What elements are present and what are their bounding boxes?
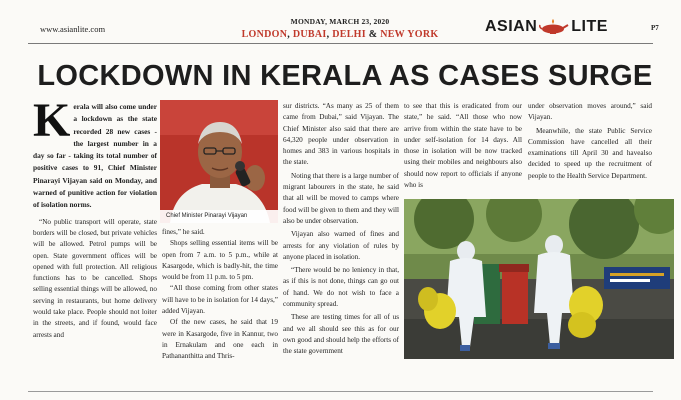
site-url[interactable]: www.asianlite.com [40, 24, 106, 34]
col3-paragraph-1: sur districts. “As many as 25 of them came from Dubai,” said Vijayan. The Chief Minister also said that there are 64,320 people under observation in homes and 383 in various hospitals in the state. [283, 102, 399, 167]
col1-paragraph: “No public transport will operate, state borders will be closed, but private vehicles will be allowed. Petrol pumps will be open. State government offices will be opened with full protection. All religious functions has to be cancelled. Shops selling essential things will be allowed, no serving in restaurants, but home delivery would take place. People should not loiter in the streets, and if found, would face arrests and [33, 217, 157, 339]
footer-rule [28, 391, 653, 392]
col5-paragraph-1: under observation moves around,” said Vijayan. [528, 102, 652, 122]
col3-paragraph-3: Vijayan also warned of fines and arrests for any violation of rules by anyone placed in isolation. [283, 230, 399, 261]
column-2 [162, 227, 278, 363]
col2-paragraph-2: Shops selling essential items will be open from 7 a.m. to 5 p.m., while at Kasargode, which is badly-hit, the time would be from 11 p.m. to 5 pm. [162, 239, 278, 282]
city-sep-3: & [365, 29, 381, 40]
city-sep-1: , [287, 29, 293, 40]
col5-paragraph-2: Meanwhile, the state Public Service Commission have cancelled all their examinations till April 30 and havealso decided to speed up the recruitment of people to the Health Service Department. [528, 126, 652, 180]
col2-paragraph-1: fines,” he said. [162, 228, 205, 236]
headline: LOCKDOWN IN KERALA AS CASES SURGE [37, 60, 653, 92]
logo-text-asian: ASIAN [485, 18, 538, 35]
col3-paragraph-2: Noting that there is a large number of migrant labourers in the state, he said that all will be moved to camps where food will be given to them and they will also be under observation. [283, 171, 399, 225]
column-1 [33, 94, 157, 341]
photo-caption: Chief Minister Pinarayi Vijayan [160, 210, 278, 223]
col4-paragraph: to see that this is eradicated from our state,” he said. “All those who now arrive from within the state have to be under self-isolation for 14 days. All those in isolation will be now tracked using their mobiles and neighbours also should now report to officials if anyone who is [404, 102, 522, 190]
lead-paragraph [33, 94, 157, 212]
lead-text: erala will also come under a lockdown as the state recorded 28 new cases - the largest number in a day so far - taking its total number of positive cases to 91, Chief Minister Pinarayi Vijayan said on Monday, and warned of punitive action for violation of isolation norms. [33, 102, 157, 210]
drop-cap: K [33, 94, 71, 147]
col3-paragraph-4: “There would be no leniency in that, as if this is not done, things can go out of hand. We do not wish to face a community spread. [283, 266, 399, 309]
column-5 [528, 101, 652, 182]
col3-paragraph-5: These are testing times for all of us and we all should see this as for our own good and should help the efforts of the state government [283, 313, 399, 356]
page-number: P7 [651, 24, 659, 32]
column-4 [404, 101, 522, 191]
city-delhi: DELHI [332, 29, 366, 40]
col2-paragraph-3: “All those coming from other states will have to be in isolation for 14 days,” added Vijayan. [162, 284, 278, 316]
header-rule [28, 43, 653, 44]
issue-date: MONDAY, MARCH 23, 2020 [290, 17, 390, 26]
lamp-icon [539, 19, 569, 35]
portrait-image [160, 100, 278, 223]
health-workers-photo [404, 199, 674, 359]
column-3 [283, 101, 399, 358]
city-dubai: DUBAI [292, 29, 327, 40]
asian-lite-logo [485, 16, 608, 38]
chief-minister-photo [160, 100, 278, 223]
ppe-workers-image [404, 199, 674, 359]
col2-paragraph-4: Of the new cases, he said that 19 were in Kasargode, five in Kannur, two in Ernakulam and one each in Pathananthitta and Thris- [162, 318, 278, 361]
city-london: LONDON [241, 29, 288, 40]
city-sep-2: , [326, 29, 333, 40]
edition-cities [205, 29, 475, 40]
logo-text-lite: LITE [571, 18, 608, 35]
city-new-york: NEW YORK [380, 29, 439, 40]
